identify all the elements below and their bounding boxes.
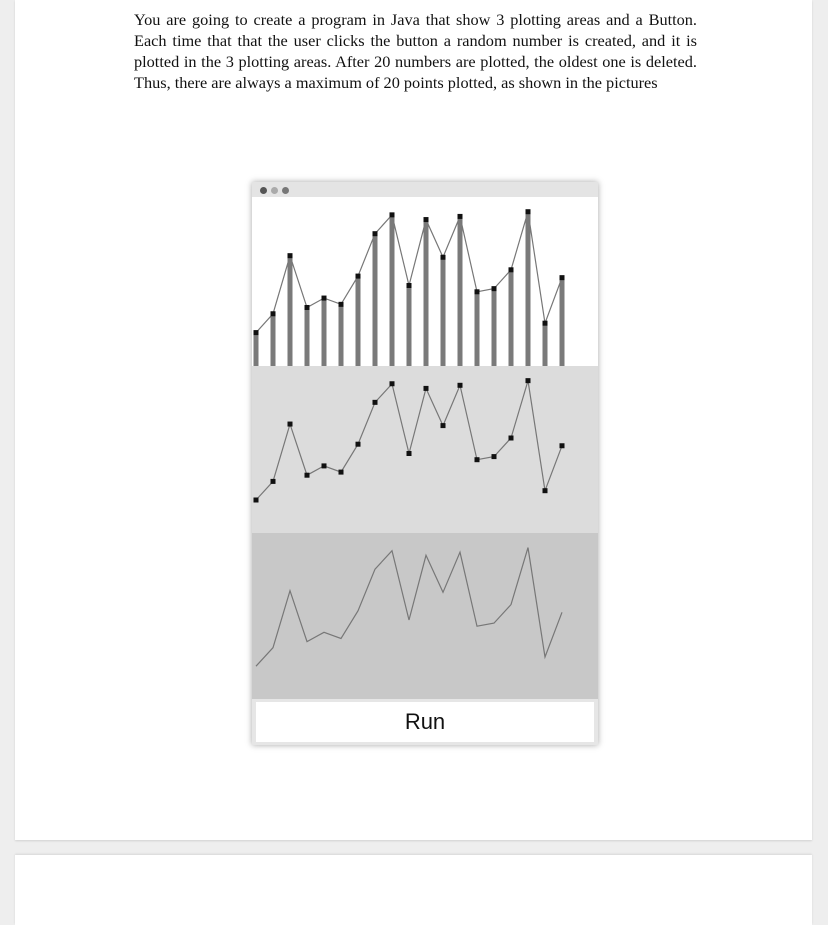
line-plot-svg [252,533,598,699]
data-point-marker [424,386,429,391]
data-bar [458,216,463,366]
data-point-marker [543,321,548,326]
data-point-marker [339,470,344,475]
data-point-marker [407,283,412,288]
data-bar [322,298,327,366]
data-point-marker [458,383,463,388]
data-point-marker [424,217,429,222]
data-bar [441,257,446,366]
data-bar [492,289,497,366]
data-point-marker [390,212,395,217]
data-bar [543,323,548,366]
data-point-marker [441,423,446,428]
data-point-marker [356,274,361,279]
data-bar [356,276,361,366]
data-point-marker [373,400,378,405]
data-point-marker [407,451,412,456]
line-plot-area [252,533,598,699]
data-point-marker [526,378,531,383]
window-close-dot[interactable] [260,187,267,194]
data-point-marker [390,381,395,386]
data-point-marker [492,286,497,291]
point-plot-area [252,366,598,533]
data-bar [475,292,480,366]
window-minimize-dot[interactable] [271,187,278,194]
app-window [252,182,598,745]
data-point-marker [288,253,293,258]
data-point-marker [305,305,310,310]
assignment-text: You are going to create a program in Java that show 3 plotting areas and a Button. Each time that that the user clicks the button a random number is created, and it is plotted in the 3 plotting areas. After 20 numbers are plotted, the oldest one is deleted. Thus, there are always a maximum of 20 points plotted, as shown in the pictures [134,10,697,92]
next-document-page [15,855,812,925]
data-bar [373,234,378,366]
data-point-marker [373,231,378,236]
data-point-marker [254,330,259,335]
data-bar [526,212,531,366]
data-point-marker [441,255,446,260]
data-point-marker [509,436,514,441]
data-point-marker [271,311,276,316]
data-point-marker [322,296,327,301]
window-zoom-dot[interactable] [282,187,289,194]
data-point-marker [322,463,327,468]
data-point-marker [475,289,480,294]
data-bar [339,304,344,366]
data-point-marker [271,479,276,484]
data-point-marker [543,488,548,493]
run-button[interactable]: Run [256,702,594,742]
data-point-marker [560,443,565,448]
data-point-marker [305,473,310,478]
window-titlebar [252,182,598,197]
data-point-marker [254,498,259,503]
data-bar [271,314,276,366]
data-bar [305,307,310,366]
data-point-marker [288,422,293,427]
data-bar [390,215,395,366]
data-point-marker [356,442,361,447]
button-bar [252,699,598,745]
data-bar [560,278,565,366]
data-point-marker [526,209,531,214]
bar-plot-svg [252,197,598,366]
data-bar [288,256,293,366]
data-point-marker [475,457,480,462]
data-bar [509,270,514,366]
data-point-marker [458,214,463,219]
data-bar [254,333,259,366]
data-bar [407,286,412,367]
data-point-marker [560,275,565,280]
bar-plot-area [252,197,598,366]
data-point-marker [339,302,344,307]
data-point-marker [509,267,514,272]
data-point-marker [492,454,497,459]
data-bar [424,220,429,366]
point-plot-svg [252,366,598,533]
